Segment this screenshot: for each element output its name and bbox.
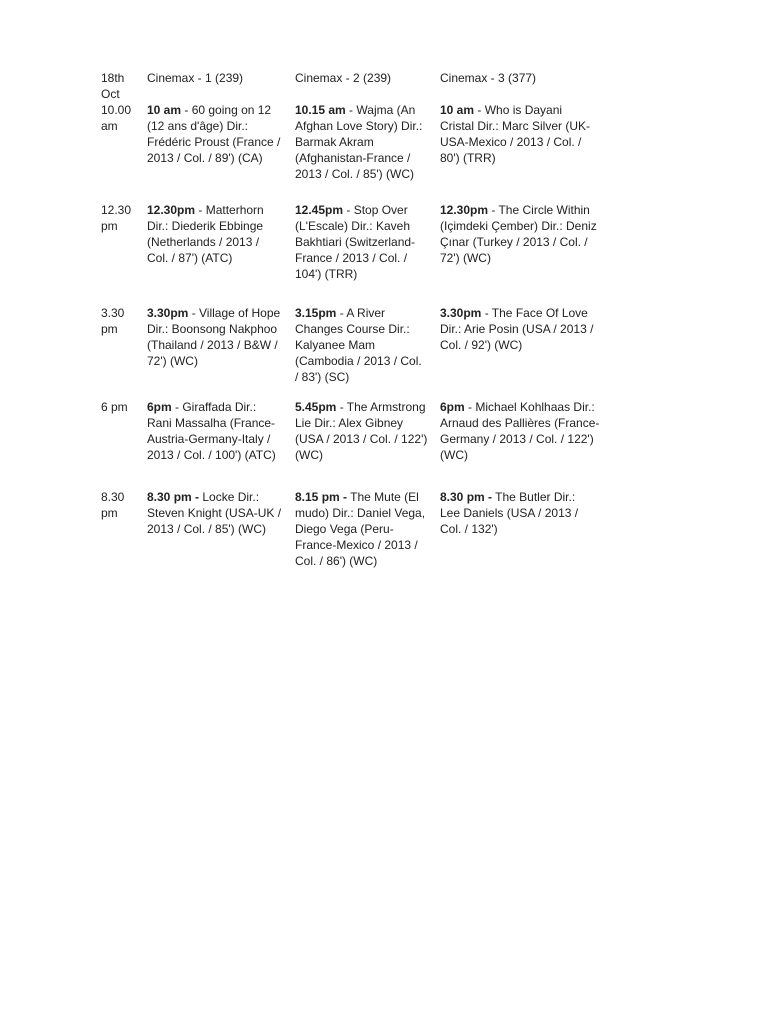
screening-cell xyxy=(295,305,440,399)
screening-details: - The Face Of Love Dir.: Arie Posin (USA / 2013 / Col. / 92') (WC) xyxy=(440,306,594,352)
screening-time: 10 am xyxy=(147,103,182,117)
screening-cell xyxy=(147,202,295,305)
screening-time: 3.15pm xyxy=(295,306,337,320)
screening-cell xyxy=(295,102,440,202)
screening-time: 6pm xyxy=(147,400,172,414)
screening-details: - Who is Dayani Cristal Dir.: Marc Silver (UK- USA-Mexico / 2013 / Col. / 80') (TRR) xyxy=(440,103,591,165)
table-row xyxy=(101,399,615,489)
screening-time: 8.30 pm - xyxy=(440,490,493,504)
table-row xyxy=(101,305,615,399)
screening-time: 12.30pm xyxy=(440,203,489,217)
time-slot: 12.30 pm xyxy=(101,203,132,233)
screening-details: - The Armstrong Lie Dir.: Alex Gibney (USA / 2013 / Col. / 122') (WC) xyxy=(295,400,428,462)
screening-cell xyxy=(440,489,615,569)
screening-details: - A River Changes Course Dir.: Kalyanee Mam (Cambodia / 2013 / Col. / 83') (SC) xyxy=(295,306,422,384)
screening-time: 10.15 am xyxy=(295,103,346,117)
screening-time: 10 am xyxy=(440,103,475,117)
screening-time: 3.30pm xyxy=(440,306,482,320)
screening-schedule-table xyxy=(101,70,615,569)
time-slot: 10.00 am xyxy=(101,103,132,133)
cinema-2-header: Cinemax - 2 (239) xyxy=(295,71,392,85)
screening-cell xyxy=(440,102,615,202)
time-slot: 3.30 pm xyxy=(101,306,125,336)
screening-cell xyxy=(295,399,440,489)
screening-details: - The Circle Within (Içimdeki Çember) Dir.: Deniz Çınar (Turkey / 2013 / Col. / 72') (WC) xyxy=(440,203,597,265)
screening-cell xyxy=(440,399,615,489)
cinema-3-header: Cinemax - 3 (377) xyxy=(440,71,537,85)
screening-time: 5.45pm xyxy=(295,400,337,414)
screening-details: - Matterhorn Dir.: Diederik Ebbinge (Netherlands / 2013 / Col. / 87') (ATC) xyxy=(147,203,264,265)
table-row xyxy=(101,489,615,569)
cinema-1-header: Cinemax - 1 (239) xyxy=(147,71,244,85)
screening-cell xyxy=(147,399,295,489)
screening-details: The Mute (El mudo) Dir.: Daniel Vega, Diego Vega (Peru- France-Mexico / 2013 / Col. / 86') (WC) xyxy=(295,490,426,568)
screening-cell xyxy=(440,305,615,399)
screening-time: 12.30pm xyxy=(147,203,196,217)
screening-details: - Michael Kohlhaas Dir.: Arnaud des Pallières (France- Germany / 2013 / Col. / 122') (WC) xyxy=(440,400,600,462)
table-header-row xyxy=(101,70,615,102)
screening-time: 8.15 pm - xyxy=(295,490,348,504)
screening-details: - Giraffada Dir.: Rani Massalha (France- Austria-Germany-Italy / 2013 / Col. / 100') (ATC) xyxy=(147,400,276,462)
time-slot: 6 pm xyxy=(101,400,128,414)
screening-details: - Wajma (An Afghan Love Story) Dir.: Barmak Akram (Afghanistan-France / 2013 / Col. / 85') (WC) xyxy=(295,103,423,181)
screening-time: 12.45pm xyxy=(295,203,344,217)
screening-cell xyxy=(440,202,615,305)
screening-time: 6pm xyxy=(440,400,465,414)
screening-details: The Butler Dir.: Lee Daniels (USA / 2013 / Col. / 132') xyxy=(440,490,579,536)
screening-cell xyxy=(147,305,295,399)
table-row xyxy=(101,202,615,305)
time-slot: 8.30 pm xyxy=(101,490,125,520)
table-row xyxy=(101,102,615,202)
screening-details: - 60 going on 12 (12 ans d'âge) Dir.: Frédéric Proust (France / 2013 / Col. / 89') (CA) xyxy=(147,103,281,165)
screening-cell xyxy=(147,489,295,569)
screening-cell xyxy=(295,202,440,305)
screening-details: - Stop Over (L'Escale) Dir.: Kaveh Bakhtiari (Switzerland- France / 2013 / Col. / 104') (TRR) xyxy=(295,203,416,281)
screening-details: Locke Dir.: Steven Knight (USA-UK / 2013 / Col. / 85') (WC) xyxy=(147,490,282,536)
screening-time: 3.30pm xyxy=(147,306,189,320)
date-header: 18th Oct xyxy=(101,71,125,101)
screening-cell xyxy=(147,102,295,202)
screening-details: - Village of Hope Dir.: Boonsong Nakphoo (Thailand / 2013 / B&W / 72') (WC) xyxy=(147,306,281,368)
screening-cell xyxy=(295,489,440,569)
screening-time: 8.30 pm - xyxy=(147,490,200,504)
